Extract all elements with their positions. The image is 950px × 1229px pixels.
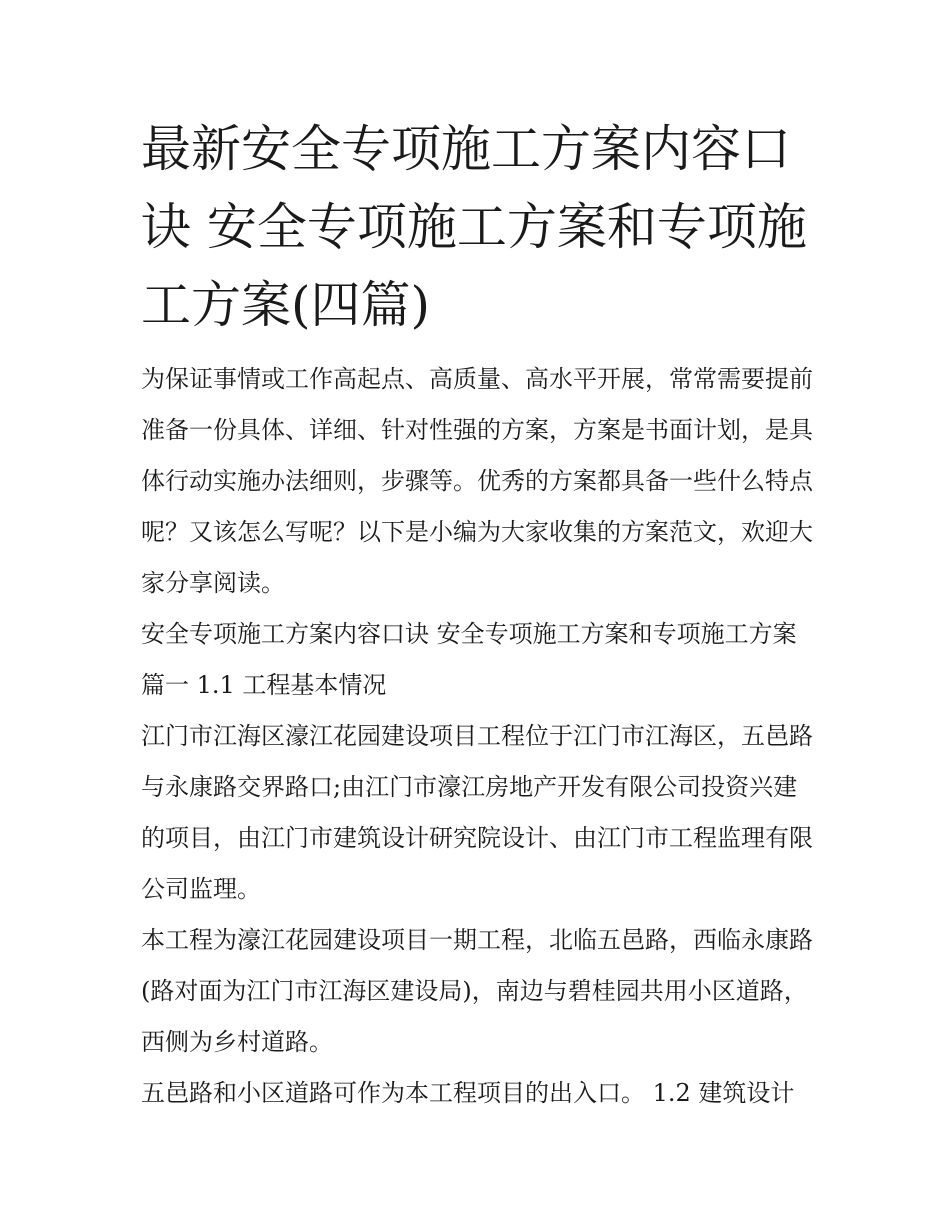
paragraph-project-location: 江门市江海区濠江花园建设项目工程位于江门市江海区，五邑路与永康路交界路口;由江门市濠江房地产开发有限公司投资兴建的项目，由江门市建筑设计研究院设计、由江门市工程监理有限公司监理。 <box>141 722 813 903</box>
document-title: 最新安全专项施工方案内容口诀 安全专项施工方案和专项施工方案(四篇) <box>141 120 807 334</box>
paragraph-project-surroundings: 本工程为濠江花园建设项目一期工程，北临五邑路，西临永康路(路对面为江门市江海区建设局)，南边与碧桂园共用小区道路，西侧为乡村道路。 <box>141 926 813 1056</box>
title-spacer <box>141 344 813 354</box>
paragraph-section-heading: 安全专项施工方案内容口诀 安全专项施工方案和专项施工方案篇一 1.1 工程基本情况 <box>141 620 797 699</box>
document-page <box>141 110 813 1119</box>
paragraph-intro: 为保证事情或工作高起点、高质量、高水平开展，常常需要提前准备一份具体、详细、针对性强的方案，方案是书面计划，是具体行动实施办法细则，步骤等。优秀的方案都具备一些什么特点呢？又该怎么写呢？以下是小编为大家收集的方案范文，欢迎大家分享阅读。 <box>141 365 813 597</box>
paragraph-entrances: 五邑路和小区道路可作为本工程项目的出入口。 1.2 建筑设计 <box>141 1079 795 1107</box>
